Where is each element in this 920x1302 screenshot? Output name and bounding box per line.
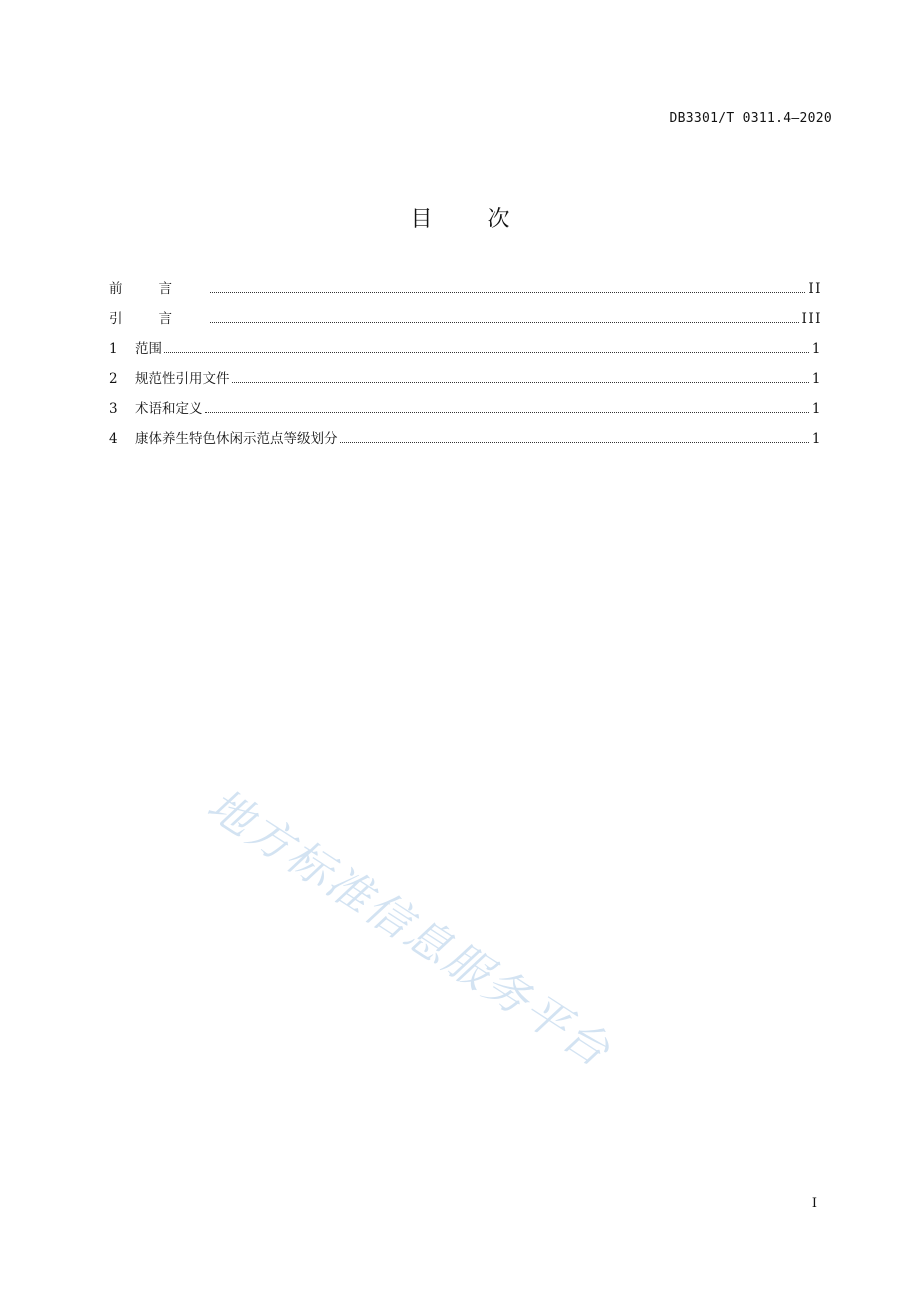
toc-entry-label[interactable]: 术语和定义 <box>135 401 203 417</box>
toc-entry-foreword[interactable] <box>109 279 822 309</box>
toc-entry-label[interactable]: 规范性引用文件 <box>135 371 230 387</box>
toc-title-char-1: 目 <box>410 207 433 232</box>
toc-entry-label[interactable]: 前言 <box>109 281 208 297</box>
page-number: I <box>811 1196 817 1211</box>
toc-entry-page: II <box>808 281 822 297</box>
toc-leader-dots <box>210 291 805 293</box>
toc-leader-dots <box>205 411 809 413</box>
watermark-text: 地方标准信息服务平台 <box>198 779 621 1078</box>
toc-entry-introduction[interactable] <box>109 309 822 339</box>
toc-entry-number: 4 <box>109 431 118 447</box>
toc-entry-page: 1 <box>811 371 822 387</box>
toc-entry-page: III <box>801 311 822 327</box>
toc-entry-number: 2 <box>109 371 118 387</box>
toc-entry-normative-references[interactable] <box>109 369 822 399</box>
toc-leader-dots <box>232 381 809 383</box>
toc-entry-page: 1 <box>811 341 822 357</box>
toc-entry-page: 1 <box>811 401 822 417</box>
toc-entry-label[interactable]: 引言 <box>109 311 208 327</box>
toc-entry-label[interactable]: 康体养生特色休闲示范点等级划分 <box>135 431 338 447</box>
toc-title <box>0 202 920 233</box>
toc-leader-dots <box>164 351 809 353</box>
document-code: DB3301/T 0311.4—2020 <box>669 111 832 126</box>
toc-entry-grade-classification[interactable] <box>109 429 822 459</box>
toc-leader-dots <box>210 321 799 323</box>
toc-entry-label[interactable]: 范围 <box>135 341 162 357</box>
toc-leader-dots <box>340 441 809 443</box>
table-of-contents <box>109 279 822 459</box>
toc-entry-page: 1 <box>811 431 822 447</box>
toc-title-char-2: 次 <box>487 207 510 232</box>
toc-entry-terms-definitions[interactable] <box>109 399 822 429</box>
toc-entry-number: 3 <box>109 401 118 417</box>
toc-entry-number: 1 <box>109 341 118 357</box>
toc-entry-scope[interactable] <box>109 339 822 369</box>
